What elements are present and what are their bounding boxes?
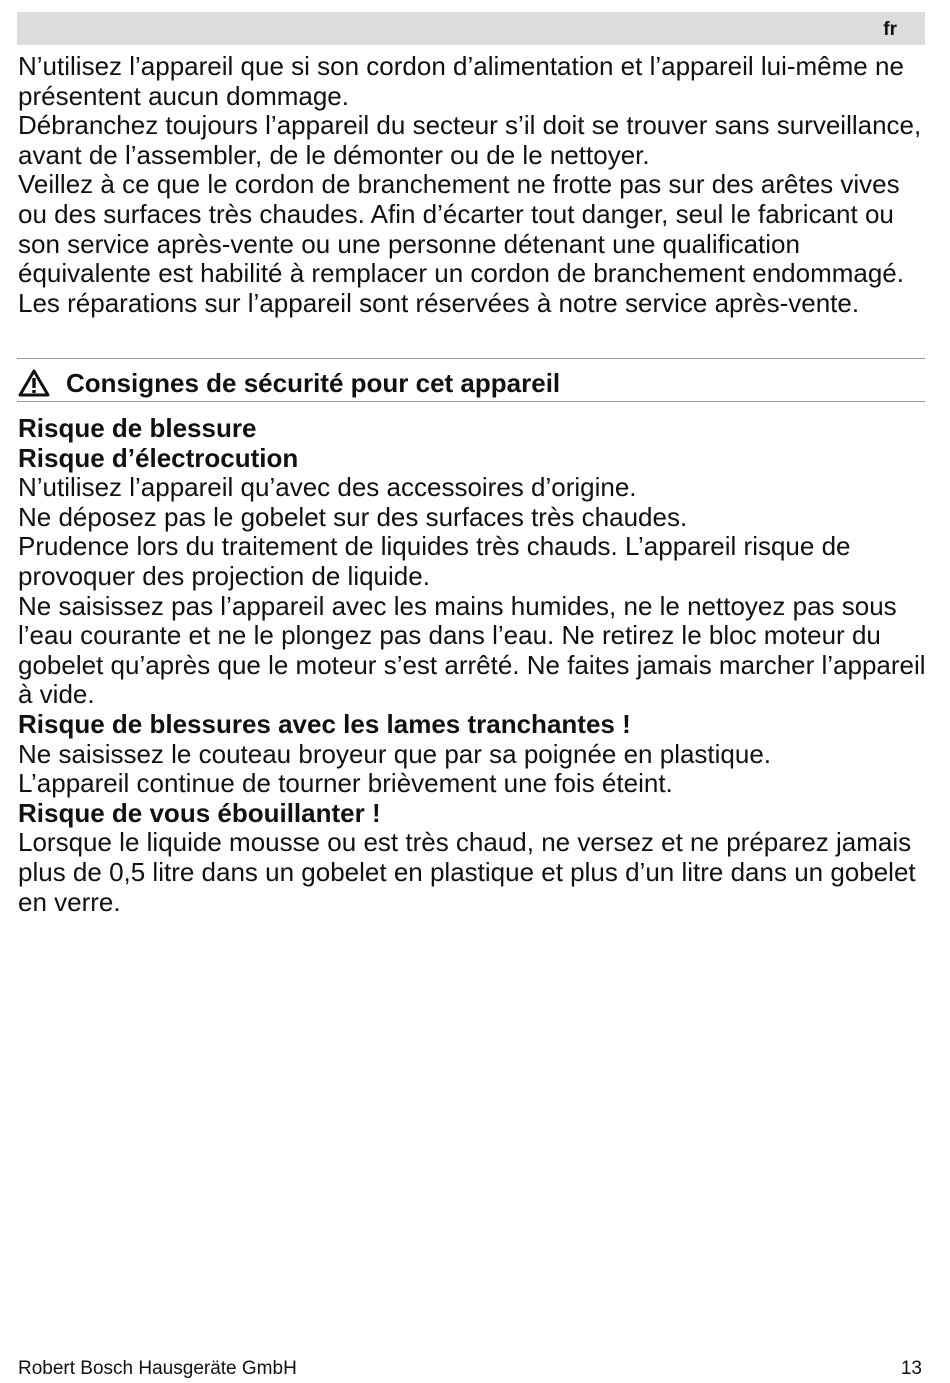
instruction-paragraph: L’appareil continue de tourner brièvement une fois éteint. — [18, 768, 673, 799]
instruction-paragraph: Prudence lors du traitement de liquides très chauds. L’appareil risque de provoquer des projection de liquide. — [18, 531, 851, 591]
instruction-paragraph: Ne saisissez le couteau broyeur que par sa poignée en plastique. — [18, 738, 772, 769]
section-title: Consignes de sécurité pour cet appareil — [66, 367, 561, 398]
section-divider-top — [17, 358, 925, 359]
safety-instructions — [18, 414, 928, 917]
intro-text — [18, 52, 928, 318]
intro-paragraph: Les réparations sur l’appareil sont réservées à notre service après-vente. — [18, 287, 860, 318]
footer-company: Robert Bosch Hausgeräte GmbH — [18, 1358, 297, 1379]
risk-heading: Risque d’électrocution — [18, 442, 299, 473]
instruction-paragraph: Ne saisissez pas l’appareil avec les mains humides, ne le nettoyez pas sous l’eau courante et ne le plongez pas dans l’eau. Ne retirez le bloc moteur du gobelet qu’après que le moteur s’est arrêté. Ne faites jamais marcher l’appareil à vide. — [18, 590, 926, 710]
section-heading — [18, 366, 926, 400]
warning-triangle-icon — [18, 369, 50, 397]
intro-paragraph: N’utilisez l’appareil que si son cordon d’alimentation et l’appareil lui-même ne présentent aucun dommage. — [18, 51, 904, 111]
risk-heading: Risque de blessure — [18, 413, 257, 443]
instruction-paragraph: Lorsque le liquide mousse ou est très chaud, ne versez et ne préparez jamais plus de 0,5 litre dans un gobelet en plastique et plus d’un litre dans un gobelet en verre. — [18, 827, 916, 917]
intro-paragraph: Débranchez toujours l’appareil du secteur s’il doit se trouver sans surveillance, avant de l’assembler, de le démonter ou de le nettoyer. — [18, 110, 922, 170]
language-bar — [17, 12, 925, 45]
risk-heading: Risque de vous ébouillanter ! — [18, 797, 381, 828]
language-code: fr — [883, 19, 897, 40]
instruction-paragraph: N’utilisez l’appareil qu’avec des accessoires d’origine. — [18, 472, 637, 503]
risk-heading: Risque de blessures avec les lames tranchantes ! — [18, 708, 631, 739]
intro-paragraph: Veillez à ce que le cordon de branchement ne frotte pas sur des arêtes vives ou des surfaces très chaudes. Afin d’écarter tout danger, seul le fabricant ou son service après-vente ou une personne détenant une qualification équivalente est habilité à remplacer un cordon de branchement endommagé. — [18, 169, 904, 289]
instruction-paragraph: Ne déposez pas le gobelet sur des surfaces très chaudes. — [18, 501, 688, 532]
page-number: 13 — [900, 1358, 922, 1379]
section-divider-bottom — [17, 401, 925, 402]
